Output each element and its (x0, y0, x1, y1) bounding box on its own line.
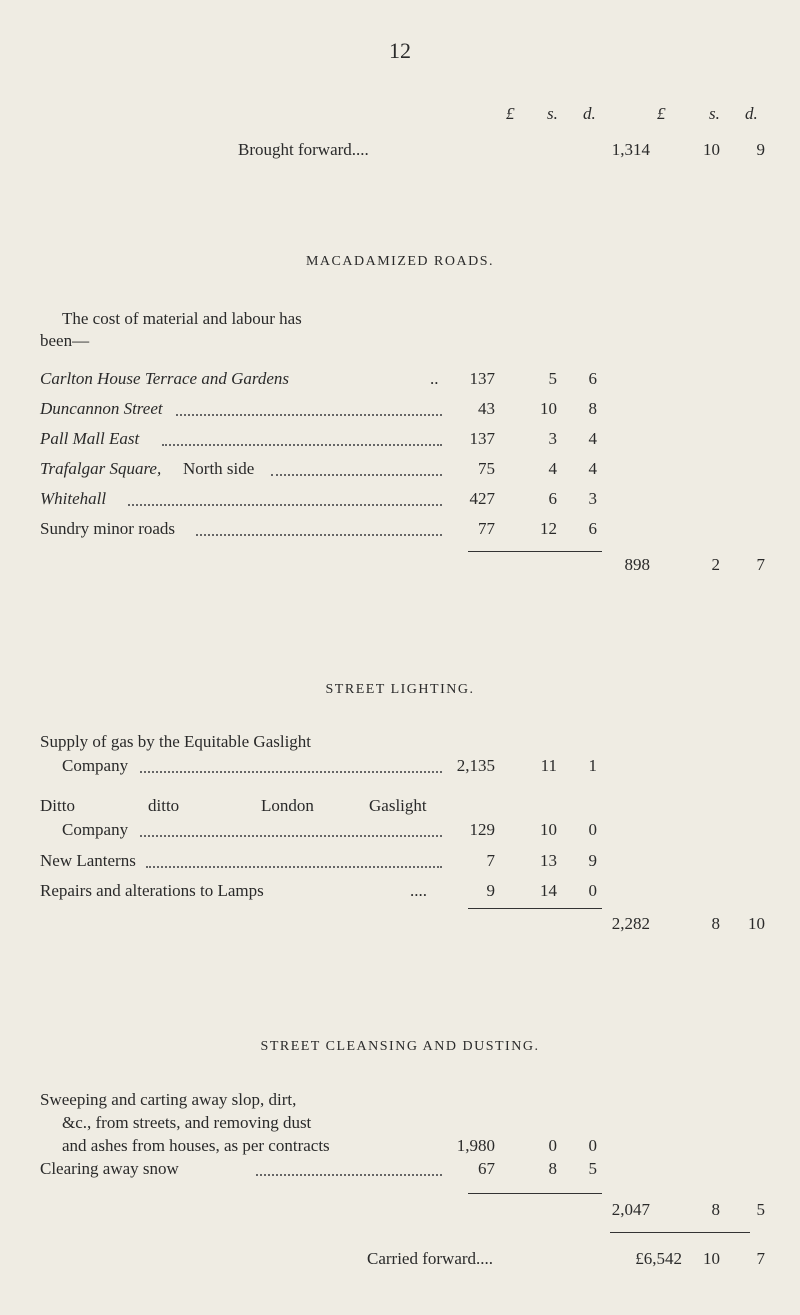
dot-leader (256, 1174, 442, 1176)
lighting-item1-shillings: 11 (540, 756, 557, 775)
macadamized-title: MACADAMIZED ROADS. (305, 254, 494, 269)
macadamized-item-pounds: 427 (469, 489, 495, 508)
cleansing-item2-pounds: 67 (478, 1159, 495, 1178)
outer-shillings-header: s. (709, 104, 720, 123)
cleansing-total-pounds: 2,047 (611, 1200, 650, 1219)
macadamized-item-label: Carlton House Terrace and Gardens (40, 369, 290, 388)
page-number: 12 (389, 38, 411, 63)
lighting-total-pence: 10 (748, 914, 765, 933)
macadamized-item-pence: 6 (588, 519, 597, 538)
cleansing-item2-pence: 5 (588, 1159, 597, 1178)
cleansing-item1-shillings: 0 (548, 1136, 557, 1155)
dot-leader (140, 771, 442, 773)
brought-forward-pounds: 1,314 (611, 140, 650, 159)
cleansing-item1-pounds: 1,980 (456, 1136, 495, 1155)
carried-forward-shillings: 10 (703, 1249, 720, 1268)
lighting-item1-line2: Company (62, 756, 129, 775)
cleansing-title: STREET CLEANSING AND DUSTING. (260, 1039, 540, 1054)
cleansing-item2-shillings: 8 (548, 1159, 557, 1178)
macadamized-total-pounds: 898 (624, 555, 650, 574)
lighting-item4-tail: .... (410, 881, 427, 900)
dot-leader (162, 444, 442, 446)
macadamized-item-pence: 4 (588, 459, 597, 478)
inner-shillings-header: s. (547, 104, 558, 123)
cleansing-item1-pence: 0 (588, 1136, 597, 1155)
macadamized-total-shillings: 2 (711, 555, 720, 574)
macadamized-intro-line2: been— (40, 331, 90, 350)
macadamized-item-shillings: 12 (540, 519, 557, 538)
lighting-item2-shillings: 10 (540, 820, 557, 839)
subtotal-rule (468, 1193, 602, 1194)
macadamized-item-label: Sundry minor roads (40, 519, 176, 538)
cleansing-item1-line1: Sweeping and carting away slop, dirt, (40, 1090, 297, 1109)
lighting-item2-word: ditto (148, 796, 180, 815)
subtotal-rule (468, 551, 602, 552)
grand-total-rule (610, 1232, 750, 1233)
macadamized-item-label: Pall Mall East (40, 429, 140, 448)
carried-forward-pounds: £6,542 (635, 1249, 682, 1268)
lighting-item4-shillings: 14 (540, 881, 557, 900)
lighting-item3-label: New Lanterns (40, 851, 136, 870)
lighting-item2-pence: 0 (588, 820, 597, 839)
lighting-item4-pence: 0 (588, 881, 597, 900)
lighting-item3-pounds: 7 (486, 851, 495, 870)
lighting-total-shillings: 8 (711, 914, 720, 933)
lighting-item4-label: Repairs and alterations to Lamps (40, 881, 264, 900)
carried-forward-pence: 7 (756, 1249, 765, 1268)
macadamized-item-label: Trafalgar Square, (40, 459, 162, 478)
macadamized-item-pounds: 77 (478, 519, 495, 538)
macadamized-item-pence: 3 (588, 489, 597, 508)
macadamized-item-label: Duncannon Street (40, 399, 163, 418)
macadamized-item-pounds: 137 (469, 369, 495, 388)
carried-forward-label: Carried forward.... (367, 1249, 494, 1268)
cleansing-item1-line3: and ashes from houses, as per contracts (62, 1136, 330, 1155)
outer-pence-header: d. (745, 104, 758, 123)
macadamized-item-shillings: 5 (548, 369, 557, 388)
brought-forward-label: Brought forward.... (238, 140, 369, 159)
lighting-item3-pence: 9 (588, 851, 597, 870)
lighting-total-pounds: 2,282 (611, 914, 650, 933)
dot-leader (140, 835, 442, 837)
lighting-item1-pence: 1 (588, 756, 597, 775)
brought-forward-shillings: 10 (703, 140, 720, 159)
dot-leader (146, 866, 442, 868)
lighting-item2-line2: Company (62, 820, 129, 839)
brought-forward-pence: 9 (756, 140, 765, 159)
lighting-item2-word: Gaslight (369, 796, 427, 815)
macadamized-intro-line1: The cost of material and labour has (62, 309, 302, 328)
cleansing-item1-line2: &c., from streets, and removing dust (62, 1113, 312, 1132)
macadamized-item-shillings: 10 (540, 399, 557, 418)
inner-pence-header: d. (583, 104, 596, 123)
macadamized-item-pence: 6 (588, 369, 597, 388)
macadamized-item-pence: 4 (588, 429, 597, 448)
macadamized-item-shillings: 6 (548, 489, 557, 508)
dot-leader (128, 504, 442, 506)
dot-leader (196, 534, 442, 536)
macadamized-item-label-suffix: North side (183, 459, 255, 478)
dot-leader (176, 414, 442, 416)
macadamized-item-label: Whitehall (40, 489, 107, 508)
lighting-item1-pounds: 2,135 (456, 756, 495, 775)
macadamized-item-pounds: 137 (469, 429, 495, 448)
cleansing-total-pence: 5 (756, 1200, 765, 1219)
cleansing-total-shillings: 8 (711, 1200, 720, 1219)
lighting-item2-word: London (261, 796, 314, 815)
dot-leader (271, 474, 442, 476)
macadamized-item-pounds: 75 (478, 459, 495, 478)
lighting-item3-shillings: 13 (540, 851, 557, 870)
subtotal-rule (468, 908, 602, 909)
outer-pounds-header: £ (657, 104, 666, 123)
macadamized-item-pence: 8 (588, 399, 597, 418)
lighting-item4-pounds: 9 (486, 881, 495, 900)
lighting-item2-word: Ditto (40, 796, 75, 815)
lighting-title: STREET LIGHTING. (325, 682, 475, 697)
lighting-item2-pounds: 129 (469, 820, 495, 839)
inner-pounds-header: £ (506, 104, 515, 123)
cleansing-item2-label: Clearing away snow (40, 1159, 179, 1178)
macadamized-item-tail: .. (430, 369, 439, 388)
macadamized-total-pence: 7 (756, 555, 765, 574)
macadamized-item-pounds: 43 (478, 399, 495, 418)
macadamized-item-shillings: 4 (548, 459, 557, 478)
lighting-item1-line1: Supply of gas by the Equitable Gaslight (40, 732, 312, 751)
macadamized-item-shillings: 3 (548, 429, 557, 448)
